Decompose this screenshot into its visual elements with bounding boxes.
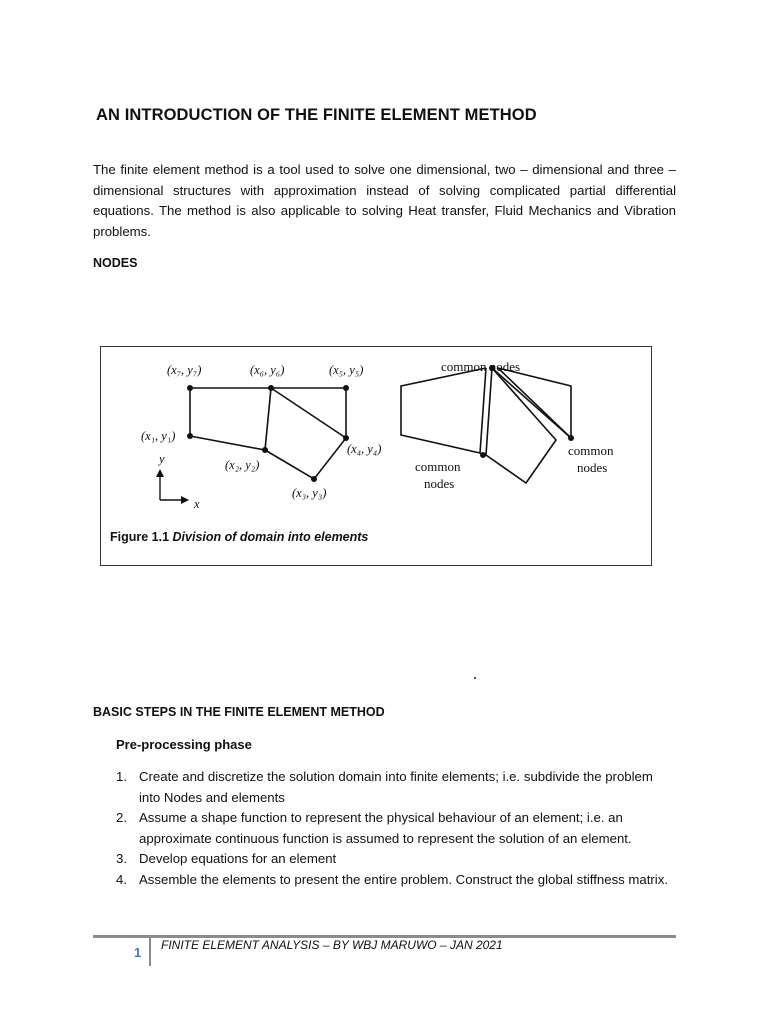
stray-dot	[474, 677, 476, 679]
steps-list	[116, 767, 676, 890]
label-node-6: (x₆, y₆)	[250, 363, 285, 377]
element-diagonal-edge	[271, 388, 346, 438]
list-item	[116, 808, 676, 849]
label-axis-x: x	[194, 497, 200, 511]
right-mesh-nodes	[480, 365, 574, 458]
label-node-7: (x₇, y₇)	[167, 363, 202, 377]
label-common-top: common nodes	[441, 359, 521, 374]
list-item-number: 1.	[116, 769, 127, 784]
label-common-right-2: nodes	[577, 460, 608, 475]
element-left-rect	[190, 388, 271, 450]
list-item-text: Develop equations for an element	[139, 851, 337, 866]
figure-caption-text: Division of domain into elements	[172, 530, 369, 544]
footer-separator	[149, 938, 151, 966]
list-item	[116, 767, 676, 808]
exploded-element-left	[401, 368, 486, 453]
exploded-element-middle	[486, 368, 556, 483]
list-item-number: 3.	[116, 851, 127, 866]
node-2	[262, 447, 268, 453]
label-node-5: (x₅, y₅)	[329, 363, 364, 377]
label-common-bottom-1: common	[415, 459, 461, 474]
figure-domain-division	[100, 346, 652, 566]
element-middle	[265, 388, 346, 479]
label-node-2: (x₂, y₂)	[225, 458, 260, 472]
document-title: AN INTRODUCTION OF THE FINITE ELEMENT METHOD	[96, 106, 537, 124]
page-number: 1	[134, 945, 142, 960]
list-item-text: Assume a shape function to represent the physical behaviour of an element; i.e. an approximate continuous function is assumed to represent the solution of an element.	[139, 810, 632, 846]
axis-arrows	[156, 469, 189, 504]
node-7	[187, 385, 193, 391]
section-heading-basic-steps: BASIC STEPS IN THE FINITE ELEMENT METHOD	[93, 705, 385, 719]
common-node-right	[568, 435, 574, 441]
intro-paragraph: The finite element method is a tool used to solve one dimensional, two – dimensional and three – dimensional structures with approximation instead of solving complicated partial differential equations. The method is also applicable to solving Heat transfer, Fluid Mechanics and Vibration problems.	[93, 162, 676, 239]
list-item-number: 2.	[116, 810, 127, 825]
list-item-text: Create and discretize the solution domain into finite elements; i.e. subdivide the problem into Nodes and elements	[139, 769, 653, 805]
list-item-text: Assemble the elements to present the entire problem. Construct the global stiffness matrix.	[139, 871, 668, 887]
section-heading-nodes: NODES	[93, 256, 138, 270]
list-item	[116, 849, 676, 870]
list-item-number: 4.	[116, 871, 127, 887]
label-node-4: (x₄, y₄)	[347, 442, 382, 456]
node-4	[343, 435, 349, 441]
footer-text: FINITE ELEMENT ANALYSIS – BY WBJ MARUWO – JAN 2021	[161, 938, 503, 952]
left-mesh-nodes	[187, 385, 349, 482]
list-item	[116, 870, 676, 891]
phase-heading: Pre-processing phase	[116, 737, 252, 752]
label-common-right-1: common	[568, 443, 614, 458]
label-node-3: (x₃, y₃)	[292, 486, 327, 500]
arrow-up-icon	[156, 469, 164, 477]
node-6	[268, 385, 274, 391]
node-3	[311, 476, 317, 482]
figure-caption	[110, 530, 368, 544]
left-mesh	[190, 388, 346, 479]
node-1	[187, 433, 193, 439]
figure-caption-prefix: Figure 1.1	[110, 530, 170, 544]
exploded-edge	[492, 368, 571, 438]
common-node-bottom	[480, 452, 486, 458]
arrow-right-icon	[181, 496, 189, 504]
label-node-1: (x₁, y₁)	[141, 429, 176, 443]
label-axis-y: y	[159, 452, 165, 466]
label-common-bottom-2: nodes	[424, 476, 455, 491]
node-5	[343, 385, 349, 391]
